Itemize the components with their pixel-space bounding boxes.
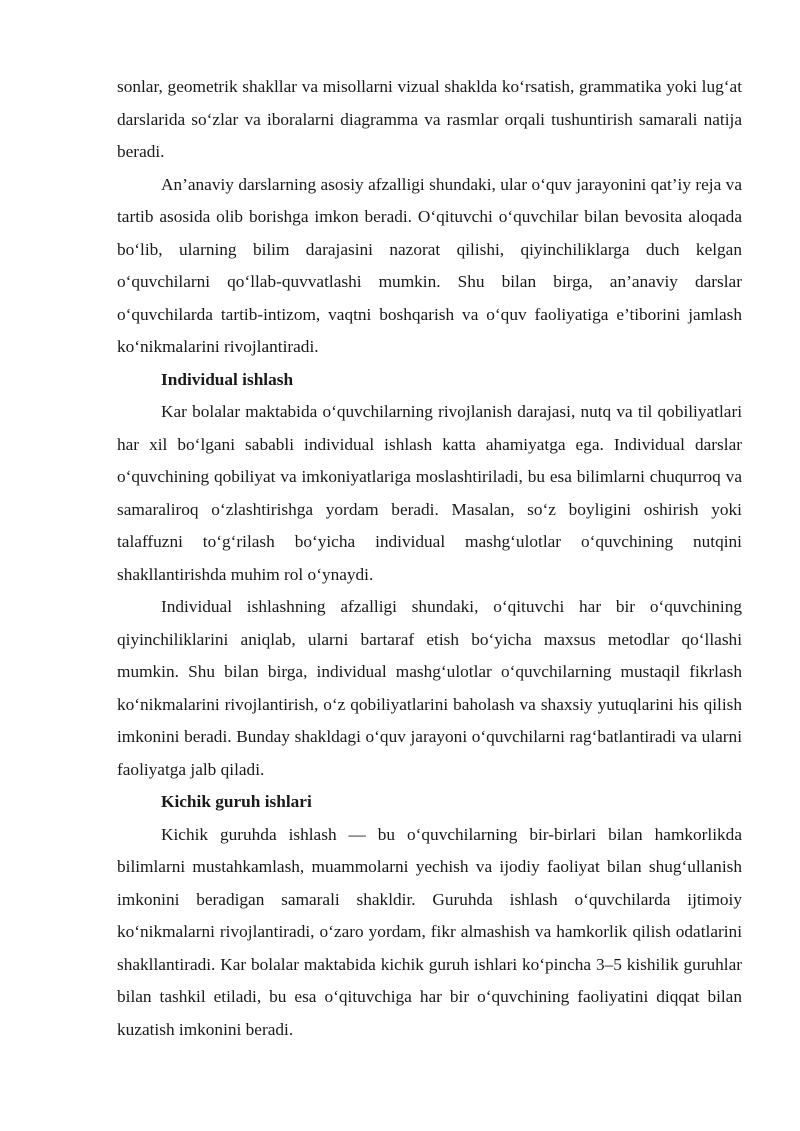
- paragraph-continuation: sonlar, geometrik shakllar va misollarni vizual shaklda ko‘rsatish, grammatika yoki lug‘at darslarida so‘zlar va iboralarni diagramma va rasmlar orqali tushuntirish samarali natija beradi.: [117, 77, 742, 161]
- heading-small-group-work: Kichik guruh ishlari: [161, 792, 312, 811]
- paragraph-individual-advantages: Individual ishlashning afzalligi shundaki, o‘qituvchi har bir o‘quvchining qiyinchiliklarini aniqlab, ularni bartaraf etish bo‘yicha maxsus metodlar qo‘llashi mumkin. Shu bilan birga, individual mashg‘ulotlar o‘quvchilarning mustaqil fikrlash ko‘nikmalarini rivojlantirish, o‘z qobiliyatlarini baholash va shaxsiy yutuqlarini his qilish imkonini beradi. Bunday shakldagi o‘quv jarayoni o‘quvchilarni rag‘batlantiradi va ularni faoliyatga jalb qiladi.: [117, 597, 742, 779]
- paragraph-individual-importance: Kar bolalar maktabida o‘quvchilarning rivojlanish darajasi, nutq va til qobiliyatlari har xil bo‘lgani sababli individual ishlash katta ahamiyatga ega. Individual darslar o‘quvchining qobiliyat va imkoniyatlariga moslashtiriladi, bu esa bilimlarni chuqurroq va samaraliroq o‘zlashtirishga yordam beradi. Masalan, so‘z boyligini oshirish yoki talaffuzni to‘g‘rilash bo‘yicha individual mashg‘ulotlar o‘quvchining nutqini shakllantirishda muhim rol o‘ynaydi.: [117, 402, 742, 584]
- document-page: [117, 71, 742, 1046]
- heading-individual-work: Individual ishlash: [161, 369, 294, 389]
- paragraph-small-group: Kichik guruhda ishlash — bu o‘quvchilarning bir-birlari bilan hamkorlikda bilimlarni mustahkamlash, muammolarni yechish va ijodiy faoliyat bilan shug‘ullanish imkonini beradigan samarali shakldir. Guruhda ishlash o‘quvchilarda ijtimoiy ko‘nikmalarni rivojlantiradi, o‘zaro yordam, fikr almashish va hamkorlik qilish odatlarini shakllantiradi. Kar bolalar maktabida kichik guruh ishlari ko‘pincha 3–5 kishilik guruhlar bilan tashkil etiladi, bu esa o‘qituvchiga har bir o‘quvchining faoliyatini diqqat bilan kuzatish imkonini beradi.: [117, 824, 742, 1039]
- paragraph-traditional-advantages: An’anaviy darslarning asosiy afzalligi shundaki, ular o‘quv jarayonini qat’iy reja va tartib asosida olib borishga imkon beradi. O‘qituvchi o‘quvchilar bilan bevosita aloqada bo‘lib, ularning bilim darajasini nazorat qilishi, qiyinchiliklarga duch kelgan o‘quvchilarni qo‘llab-quvvatlashi mumkin. Shu bilan birga, an’anaviy darslar o‘quvchilarda tartib-intizom, vaqtni boshqarish va o‘quv faoliyatiga e’tiborini jamlash ko‘nikmalarini rivojlantiradi.: [117, 174, 742, 356]
